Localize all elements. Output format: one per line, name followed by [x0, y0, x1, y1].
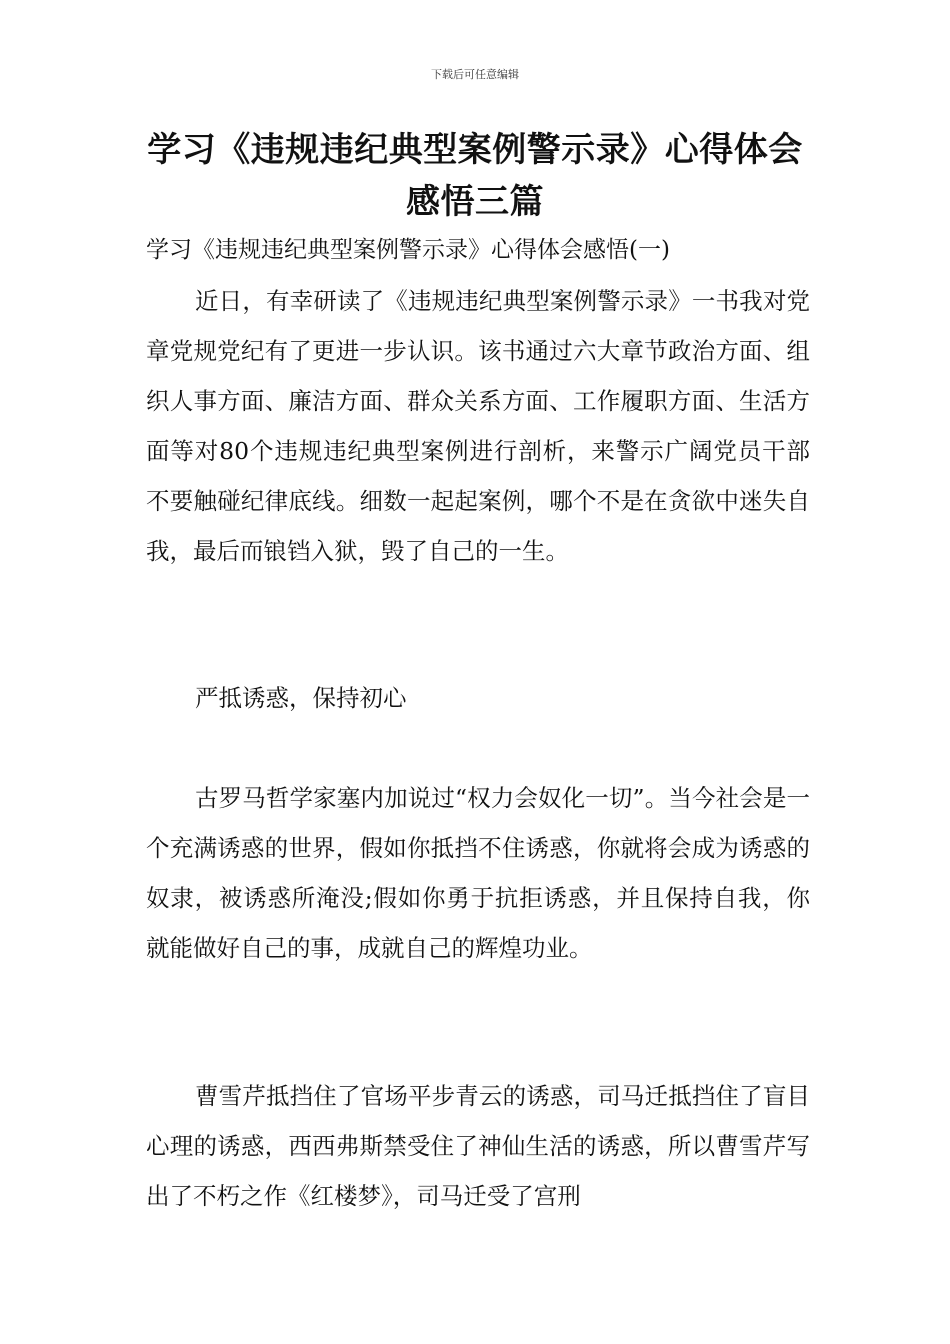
header-note: 下载后可任意编辑: [431, 68, 519, 81]
paragraph-examples: 曹雪芹抵挡住了官场平步青云的诱惑，司马迁抵挡住了盲目心理的诱惑，西西弗斯禁受住了神仙生活的诱惑，所以曹雪芹写出了不朽之作《红楼梦》，司马迁受了宫刑: [146, 1082, 810, 1210]
paragraph-temptation: 古罗马哲学家塞内加说过“权力会奴化一切”。当今社会是一个充满诱惑的世界，假如你抵挡不住诱惑，你就将会成为诱惑的奴隶，被诱惑所淹没;假如你勇于抗拒诱惑，并且保持自我，你就能做好自己的事，成就自己的辉煌功业。: [146, 784, 810, 962]
document-title: 学习《违规违纪典型案例警示录》心得体会感悟三篇: [147, 130, 803, 222]
paragraph-intro: 近日，有幸研读了《违规违纪典型案例警示录》一书我对党章党规党纪有了更进一步认识。该书通过六大章节政治方面、组织人事方面、廉洁方面、群众关系方面、工作履职方面、生活方面等对80个违规违纪典型案例进行剖析，来警示广阔党员干部不要触碰纪律底线。细数一起起案例，哪个不是在贪欲中迷失自我，最后而锒铛入狱，毁了自己的一生。: [146, 287, 810, 565]
document-subtitle: 学习《违规违纪典型案例警示录》心得体会感悟(一): [146, 237, 670, 263]
section-heading: 严抵诱惑，保持初心: [195, 684, 407, 712]
